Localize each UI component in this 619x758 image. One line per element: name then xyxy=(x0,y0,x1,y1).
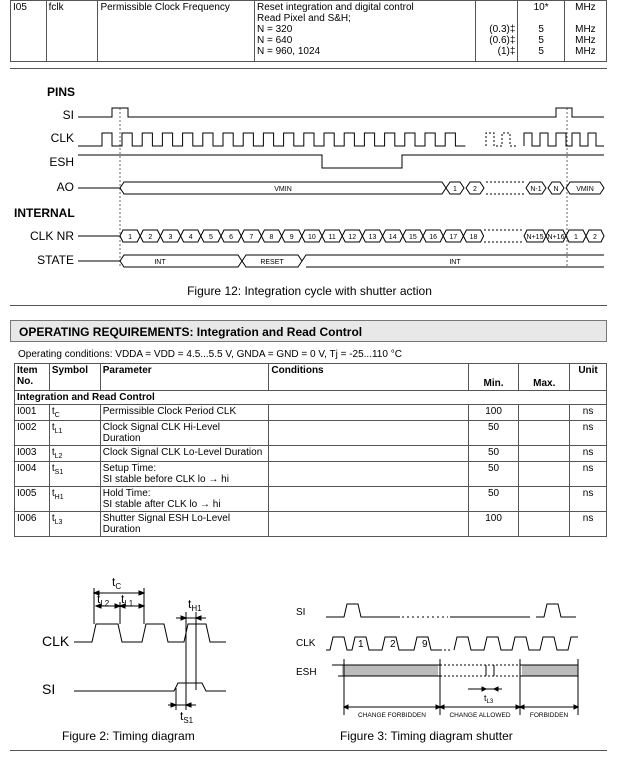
col-unit: Unit xyxy=(570,364,607,391)
row-item: I003 xyxy=(15,446,50,462)
row-item: I005 xyxy=(15,487,50,512)
clk-waveform xyxy=(78,133,604,146)
row-unit: ns xyxy=(570,512,607,537)
row-parameter: Permissible Clock Period CLK xyxy=(100,405,269,421)
col-symbol: Symbol xyxy=(49,364,100,391)
clknr-label-3: 3 xyxy=(168,234,173,241)
row-min: 50 xyxy=(468,446,519,462)
fig3-si-label: SI xyxy=(296,607,306,618)
top-row-symbol: fclk xyxy=(46,1,98,62)
clknr-label-10: 10 xyxy=(308,234,316,241)
fig3-esh-label: ESH xyxy=(296,667,317,678)
figure12-diagram xyxy=(0,0,619,300)
row-unit: ns xyxy=(570,487,607,512)
row-item: I001 xyxy=(15,405,50,421)
col-parameter: Parameter xyxy=(100,364,269,391)
top-row-unit: MHz MHz MHz MHz xyxy=(564,1,606,62)
top-row-min: (0.3)‡ (0.6)‡ (1)‡ xyxy=(476,1,518,62)
pins-header: PINS xyxy=(47,85,76,99)
fig2-th1-label: t xyxy=(188,597,192,611)
figure3-diagram xyxy=(290,595,610,725)
clknr-label-11: 11 xyxy=(328,234,336,241)
svg-text:tH1: $t_{H1}$ xyxy=(188,597,202,613)
row-unit: ns xyxy=(570,446,607,462)
top-row-conditions: Reset integration and digital control Read Pixel and S&H; N = 320 N = 640 N = 960, 1024 xyxy=(254,1,475,62)
row-min: 50 xyxy=(468,462,519,487)
clknr-label-16: 16 xyxy=(429,234,437,241)
clknr-elided xyxy=(484,230,524,242)
clknr-label-1: 1 xyxy=(128,234,133,241)
clknr-label-8: 8 xyxy=(269,234,274,241)
row-symbol: $t_{L3}$ xyxy=(49,512,100,537)
fig2-tc-label: t xyxy=(112,575,116,589)
internal-header: INTERNAL xyxy=(14,206,75,220)
row-conditions xyxy=(269,421,468,446)
requirements-title: OPERATING REQUIREMENTS: Integration and Read Control xyxy=(19,325,363,339)
fig3-clk-2: 2 xyxy=(390,639,396,650)
si-waveform xyxy=(78,108,604,117)
operating-conditions: Operating conditions: VDDA = VDD = 4.5...5.5 V, GNDA = GND = 0 V, Tj = -25...110 °C xyxy=(18,349,402,360)
clknr-label-6: 6 xyxy=(229,234,234,241)
clknr-label-2: 2 xyxy=(148,234,153,241)
row-unit: ns xyxy=(570,421,607,446)
clknr-label-2-next: 2 xyxy=(593,234,597,241)
clk-pulses-main xyxy=(78,133,465,146)
clknr-label-n16: N+16 xyxy=(547,234,565,241)
figure12-caption: Figure 12: Integration cycle with shutter action xyxy=(187,284,432,298)
col-item-no: Item No. xyxy=(15,364,50,391)
fig3-region-forbidden: CHANGE FORBIDDEN xyxy=(358,712,426,719)
row-symbol: $t_C$ xyxy=(49,405,100,421)
ao-label-2: 2 xyxy=(473,186,477,193)
fig3-clk-1: 1 xyxy=(358,639,364,650)
ao-label-vmin-end: VMIN xyxy=(576,186,594,193)
fig3-tl3-label: t xyxy=(484,693,487,703)
ao-label-vmin: VMIN xyxy=(274,186,292,193)
clknr-bus xyxy=(78,230,604,242)
row-parameter: Clock Signal CLK Hi-Level Duration xyxy=(100,421,269,446)
fig2-si-label: SI xyxy=(42,681,56,697)
fig3-clk-pulses xyxy=(326,637,578,650)
top-row-max: 10* 5 5 5 xyxy=(518,1,564,62)
row-unit: ns xyxy=(570,405,607,421)
row-max xyxy=(519,462,570,487)
fig3-clk-9: 9 xyxy=(422,639,428,650)
row-symbol: $t_{L1}$ xyxy=(49,421,100,446)
row-conditions xyxy=(269,512,468,537)
section-row: Integration and Read Control xyxy=(15,391,607,405)
fig3-region-forbidden-2: FORBIDDEN xyxy=(529,712,569,719)
figure2-caption: Figure 2: Timing diagram xyxy=(62,729,195,743)
fig2-tl2-label: t xyxy=(97,592,101,606)
clknr-label-15: 15 xyxy=(409,234,417,241)
svg-text:tS1: $t_{S1}$ xyxy=(180,709,194,725)
row-unit: ns xyxy=(570,462,607,487)
svg-text:tL1: $t_{L1}$ xyxy=(121,592,134,608)
fig3-region-allowed: CHANGE ALLOWED xyxy=(449,712,511,719)
figure3-caption: Figure 3: Timing diagram shutter xyxy=(340,729,513,743)
row-parameter: Hold Time: SI stable after CLK lo → hi xyxy=(100,487,269,512)
table-row xyxy=(15,446,607,462)
ao-label-n-1: N-1 xyxy=(530,186,542,193)
state-label-reset: RESET xyxy=(260,259,284,266)
row-conditions xyxy=(269,462,468,487)
state-label-int: INT xyxy=(154,259,166,266)
row-max xyxy=(519,512,570,537)
state-label-int-2: INT xyxy=(449,259,461,266)
row-item: I002 xyxy=(15,421,50,446)
col-max: Max. xyxy=(519,364,570,391)
fig3-si-waveform xyxy=(326,604,576,617)
table-row xyxy=(15,512,607,537)
top-row-parameter: Permissible Clock Frequency xyxy=(98,1,255,62)
svg-text:tL3: $t_{L3}$ xyxy=(484,693,494,705)
svg-text:tL2: $t_{L2}$ xyxy=(97,592,110,608)
clknr-label-9: 9 xyxy=(289,234,294,241)
row-parameter: Setup Time: SI stable before CLK lo → hi xyxy=(100,462,269,487)
col-conditions: Conditions xyxy=(269,364,468,391)
row-max xyxy=(519,446,570,462)
row-min: 100 xyxy=(468,512,519,537)
ao-label-1: 1 xyxy=(453,186,457,193)
signal-label-esh: ESH xyxy=(49,155,74,169)
fig3-clk-label: CLK xyxy=(296,638,316,649)
row-max xyxy=(519,487,570,512)
row-conditions xyxy=(269,446,468,462)
signal-label-si: SI xyxy=(62,108,74,122)
table-row xyxy=(15,405,607,421)
row-symbol: $t_{L2}$ xyxy=(49,446,100,462)
clknr-label-7: 7 xyxy=(249,234,254,241)
clk-pulses-end xyxy=(524,133,604,146)
table-row xyxy=(15,421,607,446)
requirements-table xyxy=(14,363,607,537)
clk-pulses-elided xyxy=(486,133,518,146)
row-conditions xyxy=(269,405,468,421)
clknr-label-5: 5 xyxy=(208,234,213,241)
row-max xyxy=(519,421,570,446)
signal-label-clknr: CLK NR xyxy=(29,229,74,243)
svg-text:tC: $t_C$ xyxy=(112,575,122,591)
row-conditions xyxy=(269,487,468,512)
fig2-si-waveform xyxy=(74,683,226,691)
fig3-clk-waveform xyxy=(326,637,578,650)
clknr-label-12: 12 xyxy=(348,234,357,241)
clknr-label-4: 4 xyxy=(188,234,193,241)
ao-bus xyxy=(78,182,604,194)
ao-label-n: N xyxy=(553,186,559,193)
clknr-label-18: 18 xyxy=(469,234,478,241)
row-symbol: $t_{H1}$ xyxy=(49,487,100,512)
row-min: 50 xyxy=(468,487,519,512)
fig2-clk-label: CLK xyxy=(42,633,70,649)
fig2-ts1-label: t xyxy=(180,709,184,723)
requirements-title-bar xyxy=(10,320,607,342)
esh-waveform xyxy=(78,155,604,168)
col-min: Min. xyxy=(468,364,519,391)
row-symbol: $t_{S1}$ xyxy=(49,462,100,487)
row-item: I006 xyxy=(15,512,50,537)
row-min: 100 xyxy=(468,405,519,421)
clknr-label-13: 13 xyxy=(368,234,377,241)
table-row xyxy=(15,462,607,487)
signal-label-state: STATE xyxy=(37,253,74,267)
clknr-label-n15: N+15 xyxy=(526,234,544,241)
clknr-label-14: 14 xyxy=(388,234,397,241)
clknr-label-17: 17 xyxy=(449,234,458,241)
figure2-diagram xyxy=(0,560,300,730)
signal-label-ao: AO xyxy=(56,180,74,194)
table-row xyxy=(15,487,607,512)
row-min: 50 xyxy=(468,421,519,446)
top-row-id: I05 xyxy=(11,1,47,62)
row-item: I004 xyxy=(15,462,50,487)
divider xyxy=(10,305,607,306)
signal-label-clk: CLK xyxy=(50,131,74,145)
row-parameter: Shutter Signal ESH Lo-Level Duration xyxy=(100,512,269,537)
divider xyxy=(10,750,607,751)
row-max xyxy=(519,405,570,421)
fig2-tl1-label: t xyxy=(121,592,125,606)
fig2-clk-waveform xyxy=(74,624,226,642)
row-parameter: Clock Signal CLK Lo-Level Duration xyxy=(100,446,269,462)
clknr-label-1-next: 1 xyxy=(574,234,578,241)
